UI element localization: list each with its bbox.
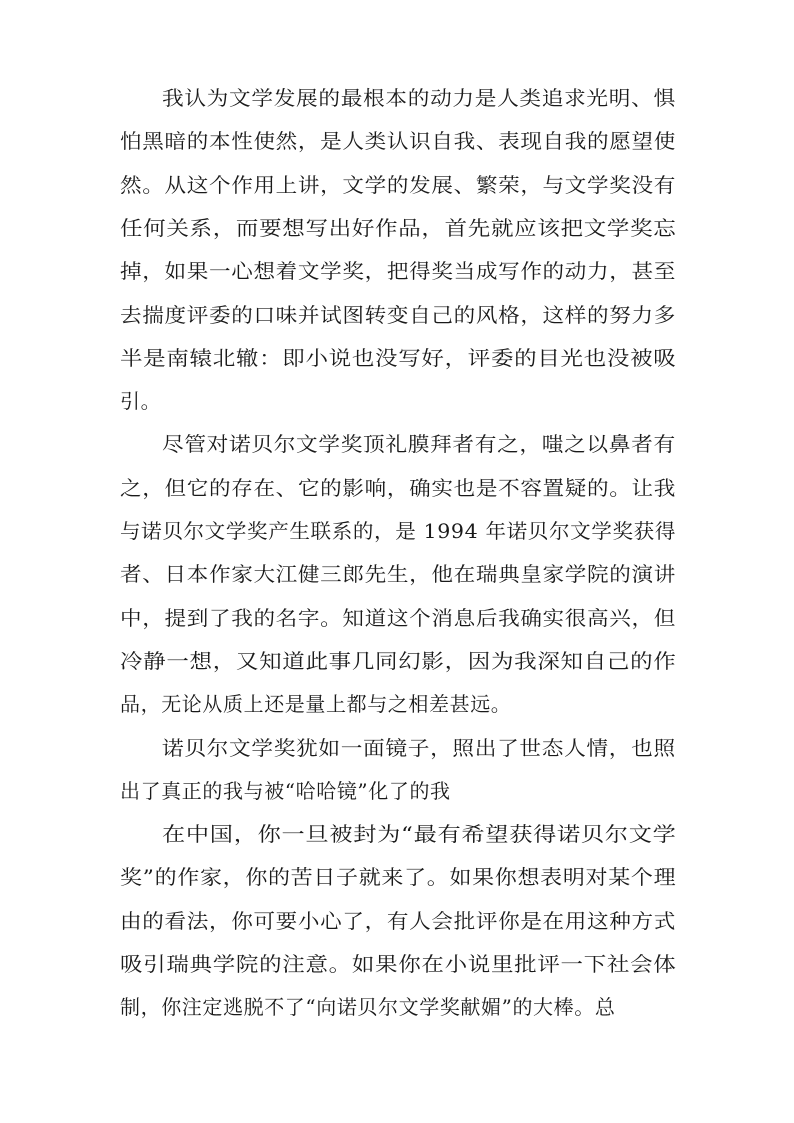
text-line: 在中国，你一旦被封为“最有希望获得诺贝尔文学 — [162, 822, 677, 847]
text-line: 中，提到了我的名字。知道这个消息后我确实很高兴，但 — [120, 605, 676, 630]
text-line: 之，但它的存在、它的影响，确实也是不容置疑的。让我 — [120, 475, 676, 500]
text-line: 然。从这个作用上讲，文学的发展、繁荣，与文学奖没有 — [120, 172, 676, 197]
text-line: 诺贝尔文学奖犹如一面镜子，照出了世态人情，也照 — [162, 735, 676, 760]
text-line: 去揣度评委的口味并试图转变自己的风格，这样的努力多 — [120, 302, 676, 327]
text-line: 引。 — [120, 389, 162, 414]
text-line: 怕黑暗的本性使然，是人类认识自我、表现自我的愿望使 — [120, 129, 676, 154]
text-line: 任何关系，而要想写出好作品，首先就应该把文学奖忘 — [120, 215, 677, 240]
text-line: 掉，如果一心想着文学奖，把得奖当成写作的动力，甚至 — [120, 259, 676, 284]
text-line: 我认为文学发展的最根本的动力是人类追求光明、惧 — [162, 86, 676, 110]
text-line: 由的看法，你可要小心了，有人会批评你是在用这种方式 — [120, 908, 676, 933]
text-line: 半是南辕北辙：即小说也没写好，评委的目光也没被吸 — [120, 345, 677, 370]
text-line: 冷静一想，又知道此事几同幻影，因为我深知自己的作 — [120, 648, 677, 673]
text-line: 奖”的作家，你的苦日子就来了。如果你想表明对某个理 — [120, 865, 677, 890]
text-line: 与诺贝尔文学奖产生联系的，是 1994 年诺贝尔文学奖获得 — [120, 519, 677, 543]
text-line: 者、日本作家大江健三郎先生，他在瑞典皇家学院的演讲 — [120, 562, 676, 587]
text-line: 吸引瑞典学院的注意。如果你在小说里批评一下社会体 — [120, 952, 677, 976]
text-line: 出了真正的我与被“哈哈镜”化了的我 — [120, 778, 451, 803]
text-line: 制，你注定逃脱不了“向诺贝尔文学奖献媚”的大棒。总 — [120, 995, 616, 1020]
text-line: 尽管对诺贝尔文学奖顶礼膜拜者有之，嗤之以鼻者有 — [162, 432, 676, 457]
text-line: 品，无论从质上还是量上都与之相差甚远。 — [120, 692, 512, 717]
